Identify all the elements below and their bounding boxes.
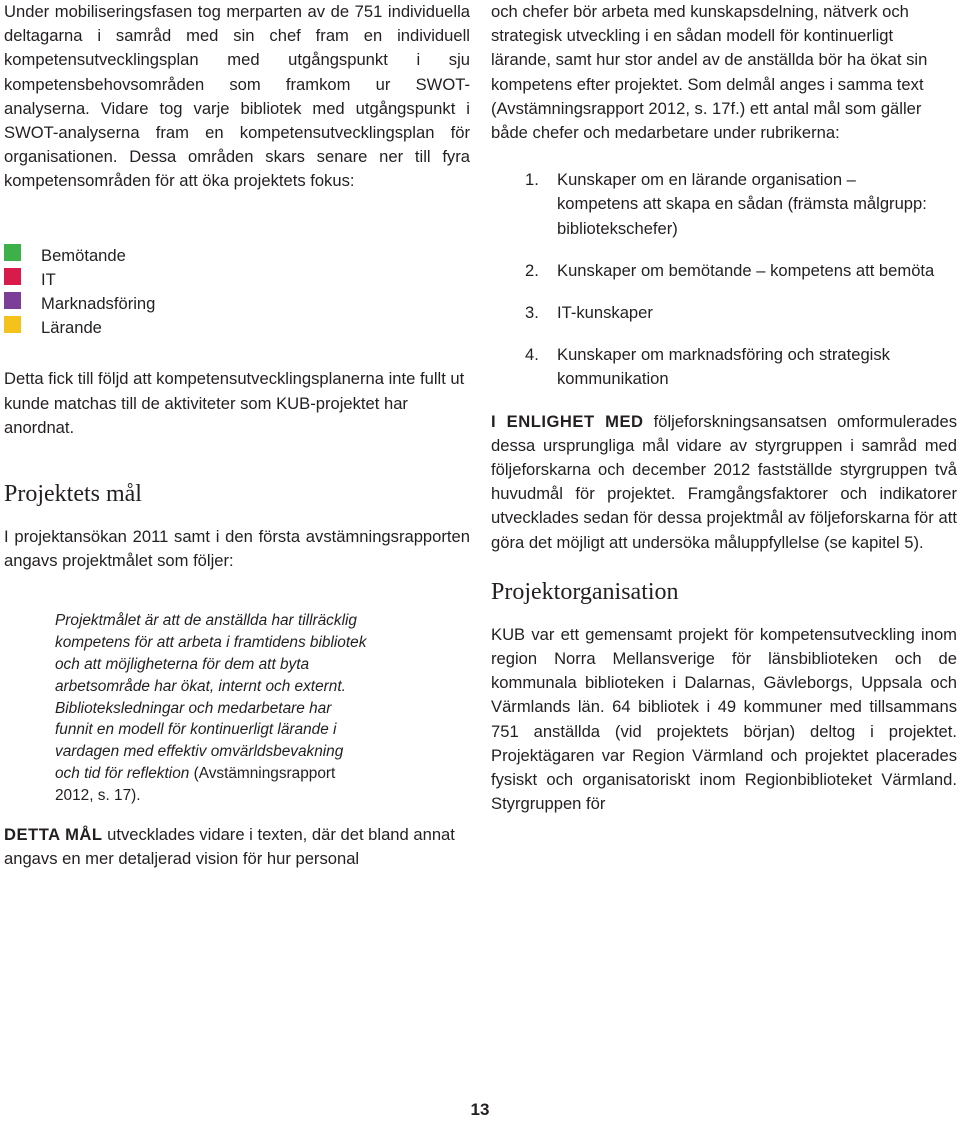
detta-paragraph [4, 823, 470, 871]
page-number: 13 [470, 1100, 490, 1119]
continued-paragraph: och chefer bör arbeta med kunskapsdelning, nätverk och strategisk utveckling i en sådan modell för kontinuerligt lärande, samt hur stor andel av de anställda bör ha ökat sin kompetens efter projektet. Som delmål anges i samma text (Avstämningsrapport 2012, s. 17f.) ett antal mål som gäller både chefer och medarbetare under rubrikerna: [491, 2, 928, 143]
legend-item-larande [4, 316, 470, 340]
legend-label: Marknadsföring [41, 294, 156, 313]
list-text: IT-kunskaper [557, 303, 653, 323]
section-heading-goal: Projektets mål [4, 480, 142, 507]
legend-item-bemotande [4, 244, 470, 268]
quote-text: Projektmålet är att de anställda har tillräcklig kompetens för att arbeta i framtidens bibliotek och att möjligheterna för dem att byta arbetsområde har ökat, internt och externt. Biblioteksledningar och medarbetare har funnit en modell för kontinuerligt lärande i vardagen med effektiv omvärldsbevakning och tid för reflektion [55, 612, 367, 782]
list-number: 4. [525, 345, 539, 365]
competence-legend [4, 244, 470, 341]
right-column [491, 0, 957, 816]
list-number: 1. [525, 170, 539, 190]
enlighet-paragraph [491, 410, 957, 555]
goal-quote [4, 610, 370, 806]
section-heading-organisation: Projektorganisation [491, 578, 679, 605]
lead-in: DETTA MÅL [4, 824, 103, 844]
quote-source: (Avstämningsrapport 2012, s. 17). [55, 764, 336, 804]
red-square-icon [4, 268, 21, 285]
paragraph-text: utvecklades vidare i texten, där det bland annat angavs en mer detaljerad vision för hur personal [4, 824, 455, 868]
purple-square-icon [4, 292, 21, 309]
legend-label: Bemötande [41, 245, 126, 265]
legend-item-it [4, 268, 470, 292]
list-item [491, 168, 941, 241]
list-text: Kunskaper om en lärande organisation – kompetens att skapa en sådan (främsta målgrupp: bibliotekschefer) [557, 170, 927, 238]
list-item [491, 343, 941, 391]
paragraph-text: följeforskningsansatsen omformulerades dessa ursprungliga mål vidare av styrgruppen i samråd med följeforskarna och december 2012 fastställde styrgruppen två huvudmål för projektet. Framgångsfaktorer och indikatorer utvecklades sedan för dessa projektmål av följeforskarna för att göra det möjligt att undersöka måluppfyllelse (se kapitel 5). [491, 411, 957, 552]
list-item [491, 301, 941, 325]
list-item [491, 259, 941, 283]
list-number: 3. [525, 303, 539, 323]
list-text: Kunskaper om marknadsföring och strategisk kommunikation [557, 345, 890, 389]
lead-in: I ENLIGHET MED [491, 411, 644, 431]
left-column [4, 0, 470, 871]
yellow-square-icon [4, 316, 21, 333]
after-legend-paragraph: Detta fick till följd att kompetensutvecklingsplanerna inte fullt ut kunde matchas till de aktiviteter som KUB-projektet har anordnat. [4, 369, 465, 437]
legend-label: Lärande [41, 318, 102, 338]
subgoal-list [491, 168, 957, 391]
list-number: 2. [525, 260, 539, 280]
legend-item-marknadsforing [4, 292, 470, 316]
goal-intro-paragraph: I projektansökan 2011 samt i den första avstämningsrapporten angavs projektmålet som följer: [4, 526, 470, 571]
list-text: Kunskaper om bemötande – kompetens att bemöta [557, 260, 935, 280]
legend-label: IT [41, 269, 56, 289]
green-square-icon [4, 244, 21, 261]
intro-paragraph: Under mobiliseringsfasen tog merparten av de 751 individuella deltagarna i samråd med sin chef fram en individuell kompetensutvecklingsplan med utgångspunkt i sju kompetensbehovsområden som framkom ur SWOT-analyserna. Vidare tog varje bibliotek med utgångspunkt i SWOT-analyserna fram en kompetensutvecklingsplan för organisationen. Dessa områden skars senare ner till fyra kompetensområden för att öka projektets fokus: [4, 2, 470, 191]
organisation-paragraph: KUB var ett gemensamt projekt för kompetensutveckling inom region Norra Mellansverige för länsbiblioteken och de kommunala biblioteken i Dalarnas, Gävleborgs, Uppsala och Värmlands län. 64 bibliotek i 49 kommuner med tillsammans 751 anställda (vid projektets början) deltog i projektet. Projektägaren var Region Värmland och projektet placerades fysiskt och organisatoriskt inom Regionbiblioteket Värmland. Styrgruppen för [491, 624, 957, 814]
